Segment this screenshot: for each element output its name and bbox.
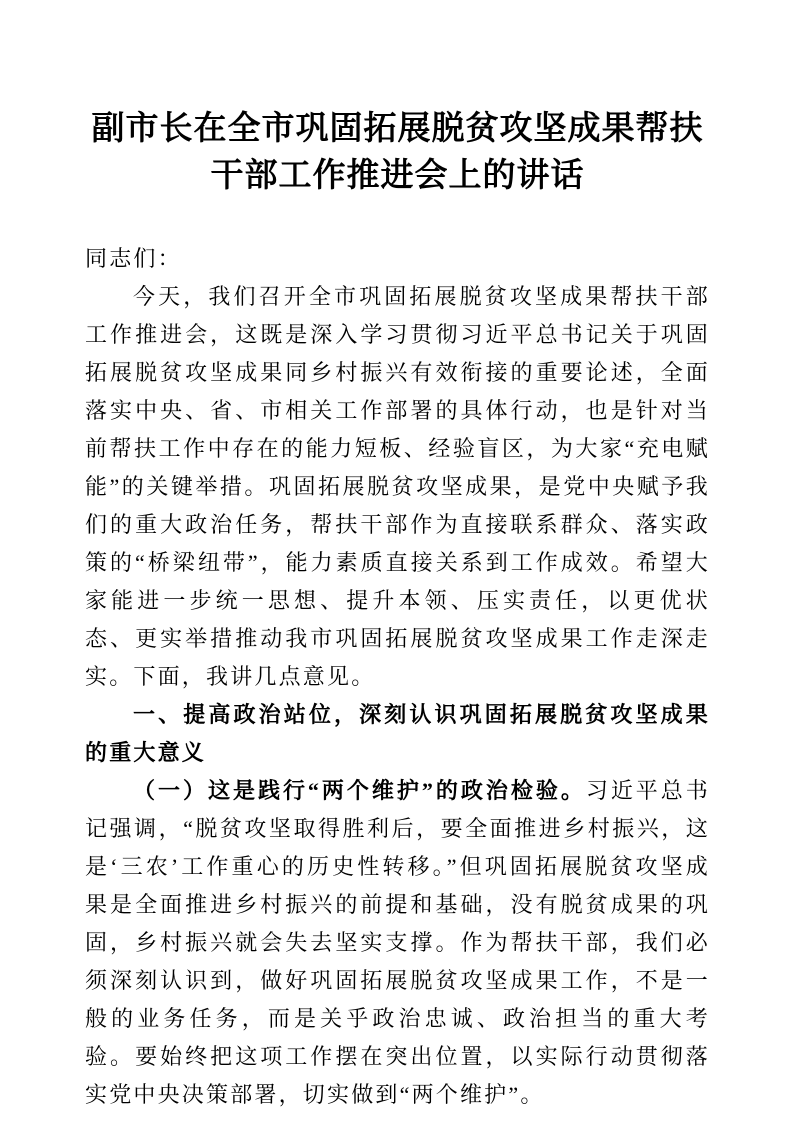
subsection-1-body: 习近平总书记强调，“脱贫攻坚取得胜利后，要全面推进乡村振兴，这是‘三农’工作重心的历史性转移。”但巩固拓展脱贫攻坚成果是全面推进乡村振兴的前提和基础，没有脱贫成果的巩固，乡村振兴就会失去坚实支撑。作为帮扶干部，我们必须深刻认识到，做好巩固拓展脱贫攻坚成果工作，不是一般的业务任务，而是关乎政治忠诚、政治担当的重大考验。要始终把这项工作摆在突出位置，以实际行动贯彻落实党中央决策部署，切实做到“两个维护”。 <box>85 778 710 1107</box>
salutation: 同志们： <box>85 246 182 271</box>
paragraph-intro: 今天，我们召开全市巩固拓展脱贫攻坚成果帮扶干部工作推进会，这既是深入学习贯彻习近平总书记关于巩固拓展脱贫攻坚成果同乡村振兴有效衔接的重要论述，全面落实中央、省、市相关工作部署的具体行动，也是针对当前帮扶工作中存在的能力短板、经验盲区，为大家“充电赋能”的关键举措。巩固拓展脱贫攻坚成果，是党中央赋予我们的重大政治任务，帮扶干部作为直接联系群众、落实政策的“桥梁纽带”，能力素质直接关系到工作成效。希望大家能进一步统一思想、提升本领、压实责任，以更优状态、更实举措推动我市巩固拓展脱贫攻坚成果工作走深走实。下面，我讲几点意见。 <box>85 284 710 689</box>
section-heading-1: 一、提高政治站位，深刻认识巩固拓展脱贫攻坚成果的重大意义 <box>85 702 710 765</box>
paragraph-subsection-1 <box>85 772 710 1114</box>
subsection-1-lead: （一）这是践行“两个维护”的政治检验。 <box>133 778 586 803</box>
document-title: 副市长在全市巩固拓展脱贫攻坚成果帮扶干部工作推进会上的讲话 <box>91 109 704 193</box>
